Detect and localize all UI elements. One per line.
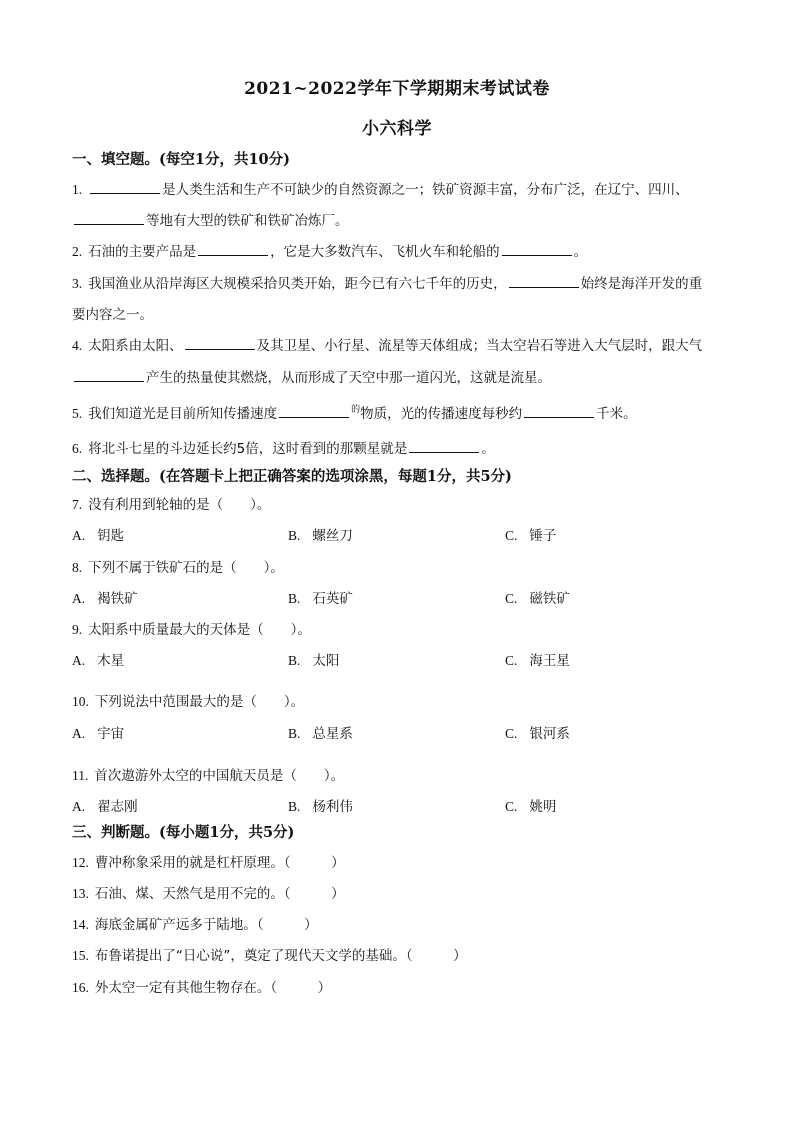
option-text: 杨利伟 xyxy=(312,799,353,815)
option-text: 海王星 xyxy=(529,653,570,669)
question-number: 9. xyxy=(72,622,83,637)
question-11 xyxy=(72,764,344,784)
question-text: 我国渔业从沿岸海区大规模采拾贝类开始，距今已有六七千年的历史， xyxy=(88,276,507,292)
option-text: 姚明 xyxy=(529,799,557,815)
question-text: 产生的热量使其燃烧，从而形成了天空中那一道闪光，这就是流星。 xyxy=(146,370,551,386)
question-number: 6. xyxy=(72,441,83,456)
answer-blank xyxy=(185,337,255,350)
question-text: 首次遨游外太空的中国航天员是（ ）。 xyxy=(94,768,345,784)
question-number: 5. xyxy=(72,406,83,421)
question-number: 4. xyxy=(72,338,83,353)
option-a[interactable] xyxy=(72,524,124,544)
option-c[interactable] xyxy=(505,524,556,544)
option-letter: C. xyxy=(505,799,518,814)
option-text: 宇宙 xyxy=(97,726,125,742)
question-text: 太阳系由太阳、 xyxy=(88,338,183,354)
question-text: 是人类生活和生产不可缺少的自然资源之一；铁矿资源丰富，分布广泛，在辽宁、四川、 xyxy=(162,182,689,198)
judgment-item xyxy=(72,882,345,902)
option-c[interactable] xyxy=(505,649,570,669)
question-number: 15. xyxy=(72,948,89,963)
exam-subject: 小六科学 xyxy=(362,119,432,139)
question-6 xyxy=(72,437,495,457)
option-a[interactable] xyxy=(72,795,138,815)
question-4-continued xyxy=(72,366,551,386)
question-8 xyxy=(72,556,284,576)
option-letter: A. xyxy=(72,653,86,668)
question-7 xyxy=(72,493,270,513)
question-text: 太阳系中质量最大的天体是（ ）。 xyxy=(88,622,311,638)
option-b[interactable] xyxy=(288,524,353,544)
answer-blank xyxy=(502,243,572,256)
option-text: 磁铁矿 xyxy=(529,591,570,607)
question-text: 石油的主要产品是 xyxy=(88,244,197,260)
question-text: 物质，光的传播速度每秒约 xyxy=(360,406,523,422)
question-text: 将北斗七星的斗边延长约5倍，这时看到的那颗星就是 xyxy=(88,441,408,457)
judgment-item xyxy=(72,944,467,964)
option-letter: B. xyxy=(288,726,301,741)
question-3-continued: 要内容之一。 xyxy=(72,307,153,323)
option-letter: C. xyxy=(505,591,518,606)
option-letter: C. xyxy=(505,726,518,741)
judgment-item xyxy=(72,913,318,933)
option-text: 褐铁矿 xyxy=(97,591,138,607)
question-9 xyxy=(72,618,311,638)
option-text: 木星 xyxy=(97,653,125,669)
option-c[interactable] xyxy=(505,722,570,742)
question-number: 8. xyxy=(72,560,83,575)
answer-blank xyxy=(90,181,160,194)
question-4 xyxy=(72,334,702,354)
question-text: 下列说法中范围最大的是（ ）。 xyxy=(94,694,305,710)
option-letter: C. xyxy=(505,528,518,543)
option-letter: A. xyxy=(72,726,86,741)
question-text: 我们知道光是目前所知传播速度 xyxy=(88,406,278,422)
answer-blank xyxy=(74,212,144,225)
question-1 xyxy=(72,178,689,198)
option-b[interactable] xyxy=(288,587,353,607)
option-letter: B. xyxy=(288,799,301,814)
option-text: 钥匙 xyxy=(97,528,125,544)
option-text: 锤子 xyxy=(529,528,557,544)
question-text: 海底金属矿产远多于陆地。（ ） xyxy=(94,917,318,933)
question-text: 曹冲称象采用的就是杠杆原理。（ ） xyxy=(94,855,345,871)
judgment-item xyxy=(72,976,331,996)
question-text: 石油、煤、天然气是用不完的。（ ） xyxy=(94,886,345,902)
option-text: 石英矿 xyxy=(312,591,353,607)
option-a[interactable] xyxy=(72,722,124,742)
option-text: 翟志刚 xyxy=(97,799,138,815)
question-text: 。 xyxy=(481,441,495,457)
option-letter: A. xyxy=(72,528,86,543)
question-text: 布鲁诺提出了“日心说”，奠定了现代天文学的基础。（ ） xyxy=(94,948,467,964)
question-number: 13. xyxy=(72,886,89,901)
question-2 xyxy=(72,240,587,260)
option-b[interactable] xyxy=(288,795,353,815)
answer-blank xyxy=(409,440,479,453)
option-text: 太阳 xyxy=(312,653,340,669)
question-5 xyxy=(72,402,637,422)
option-text: 银河系 xyxy=(529,726,570,742)
option-letter: B. xyxy=(288,653,301,668)
question-text: 等地有大型的铁矿和铁矿冶炼厂。 xyxy=(146,213,349,229)
question-1-continued xyxy=(72,209,349,229)
option-c[interactable] xyxy=(505,795,556,815)
question-number: 14. xyxy=(72,917,89,932)
option-a[interactable] xyxy=(72,587,138,607)
answer-blank xyxy=(74,369,144,382)
option-letter: B. xyxy=(288,591,301,606)
option-b[interactable] xyxy=(288,722,353,742)
judgment-item xyxy=(72,851,345,871)
section-1-heading: 一、填空题。(每空1分，共10分) xyxy=(72,151,290,168)
question-text: 始终是海洋开发的重 xyxy=(580,276,703,292)
superscript-char: 的 xyxy=(351,405,361,415)
question-text: 外太空一定有其他生物存在。（ ） xyxy=(94,980,332,996)
answer-blank xyxy=(509,275,579,288)
question-number: 10. xyxy=(72,694,89,709)
question-text: 没有利用到轮轴的是（ ）。 xyxy=(88,497,271,513)
section-2-heading: 二、选择题。(在答题卡上把正确答案的选项涂黑，每题1分，共5分) xyxy=(72,468,512,485)
question-number: 11. xyxy=(72,768,89,783)
option-text: 总星系 xyxy=(312,726,353,742)
option-c[interactable] xyxy=(505,587,570,607)
question-number: 7. xyxy=(72,497,83,512)
question-text: 及其卫星、小行星、流星等天体组成；当太空岩石等进入大气层时，跟大气 xyxy=(256,338,703,354)
option-letter: B. xyxy=(288,528,301,543)
question-number: 12. xyxy=(72,855,89,870)
option-text: 螺丝刀 xyxy=(312,528,353,544)
option-letter: A. xyxy=(72,799,86,814)
question-text: ，它是大多数汽车、飞机火车和轮船的 xyxy=(270,244,500,260)
option-letter: C. xyxy=(505,653,518,668)
question-number: 1. xyxy=(72,182,83,197)
question-text: 千米。 xyxy=(596,406,637,422)
option-a[interactable] xyxy=(72,649,124,669)
option-letter: A. xyxy=(72,591,86,606)
question-10 xyxy=(72,690,304,710)
question-number: 3. xyxy=(72,276,83,291)
section-3-heading: 三、判断题。(每小题1分，共5分) xyxy=(72,824,295,841)
answer-blank xyxy=(198,243,268,256)
option-b[interactable] xyxy=(288,649,339,669)
exam-title: 2021~2022学年下学期期末考试试卷 xyxy=(244,79,550,99)
question-3 xyxy=(72,272,702,292)
answer-blank xyxy=(524,405,594,418)
question-number: 2. xyxy=(72,244,83,259)
question-text: 下列不属于铁矿石的是（ ）。 xyxy=(88,560,284,576)
question-number: 16. xyxy=(72,980,89,995)
answer-blank xyxy=(279,405,349,418)
question-text: 。 xyxy=(573,244,588,260)
